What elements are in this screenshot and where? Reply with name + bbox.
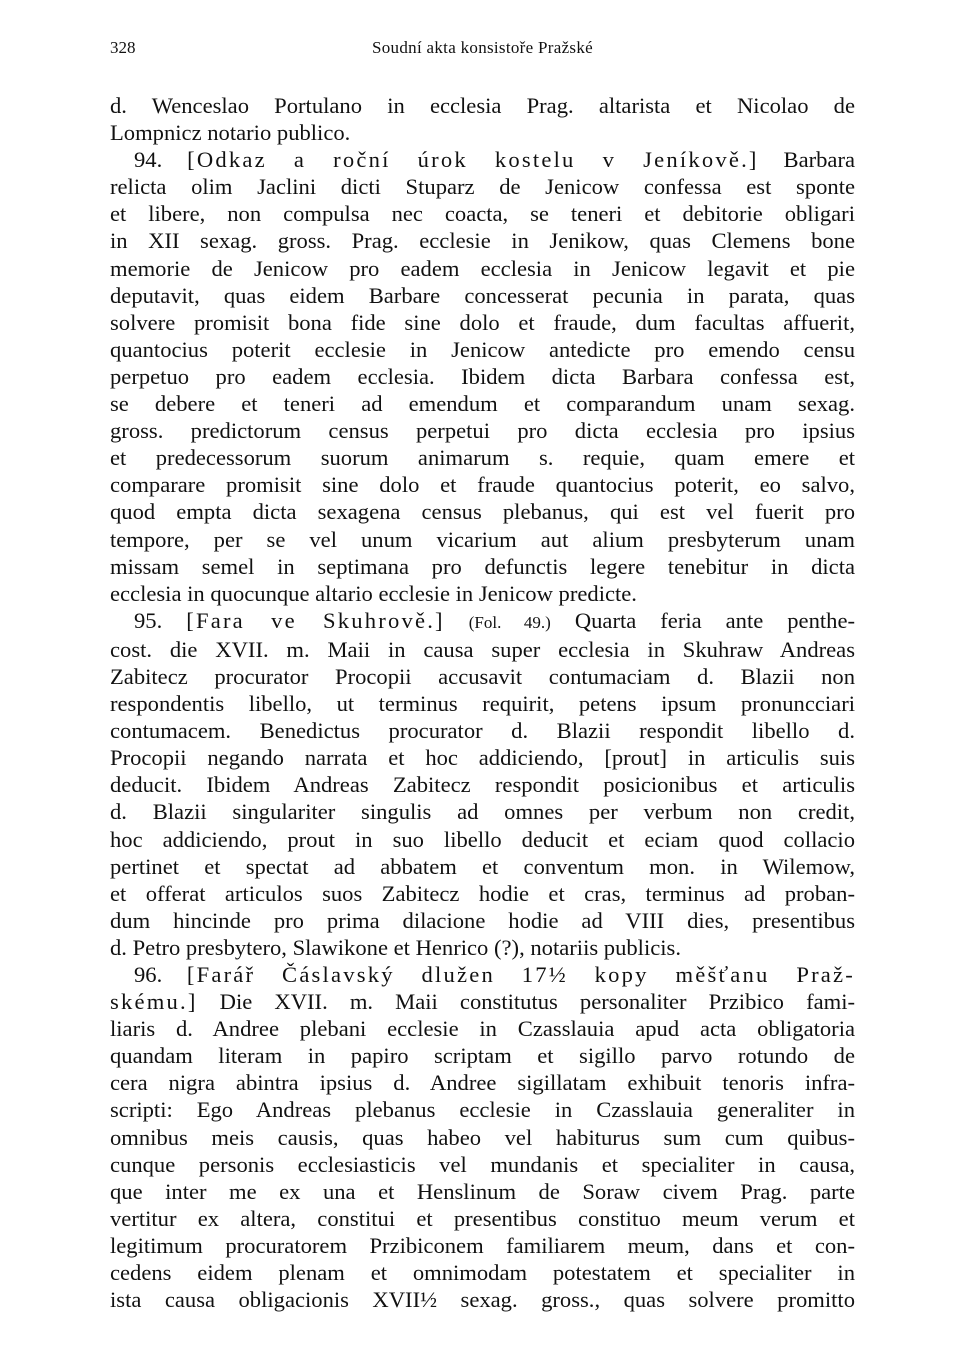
text-line: quandam literam in papiro scriptam et sigillo parvo rotundo de bbox=[110, 1043, 855, 1069]
text-span: Quarta feria ante penthe- bbox=[550, 607, 855, 633]
page-header bbox=[110, 38, 855, 62]
entry-96-heading-continuation bbox=[110, 988, 855, 1015]
text-line: et offerat articulos suos Zabitecz hodie et cras, terminus ad proban- bbox=[110, 880, 855, 906]
text-line: quantocius poterit ecclesie in Jenicow antedicte pro emendo censu bbox=[110, 336, 855, 362]
entry-94-heading-line bbox=[110, 146, 855, 173]
text-line: omnibus meis causis, quas habeo vel habiturus sum cum quibus- bbox=[110, 1124, 855, 1150]
text-line: cunque personis ecclesiasticis vel mundanis et specialiter in causa, bbox=[110, 1151, 855, 1177]
entry-number: 95. bbox=[134, 607, 163, 633]
entry-heading: [Fara ve Skuhrově.] bbox=[186, 607, 445, 633]
text-line: dum hincinde pro prima dilacione hodie ad VIII dies, presentibus bbox=[110, 907, 855, 933]
entry-96-heading-line bbox=[110, 961, 855, 988]
text-line: missam semel in septimana pro defunctis legere tenebitur in dicta bbox=[110, 553, 855, 579]
text-line: d. Wenceslao Portulano in ecclesia Prag. altarista et Nicolao de bbox=[110, 93, 855, 118]
text-line: Zabitecz procurator Procopii accusavit contumaciam d. Blazii non bbox=[110, 663, 855, 689]
text-line: deducit. Ibidem Andreas Zabitecz respondit posicionibus et articulis bbox=[110, 772, 855, 798]
folio-reference: (Fol. 49.) bbox=[468, 612, 551, 632]
text-span: Die XVII. m. Maii constitutus personaliter Przibico fami- bbox=[197, 989, 855, 1015]
text-line: quod empta dicta sexagena census plebanus, qui est vel fuerit pro bbox=[110, 499, 855, 525]
text-line: et libere, non compulsa nec coacta, se teneri et debitorie obligari bbox=[110, 201, 855, 227]
text-line: pertinet et spectat ad abbatem et conventum mon. in Wilemow, bbox=[110, 853, 855, 879]
text-span: Barbara bbox=[758, 147, 855, 173]
entry-95-heading-line bbox=[110, 607, 855, 636]
entry-number: 94. bbox=[134, 147, 163, 173]
text-line: ista causa obligacionis XVII½ sexag. gross., quas solvere promitto bbox=[110, 1287, 855, 1313]
text-line: ecclesia in quocunque altario ecclesie in Jenicow predicte. bbox=[110, 580, 637, 606]
text-line: se debere et teneri ad emendum et comparandum unam sexag. bbox=[110, 391, 855, 417]
text-line: in XII sexag. gross. Prag. ecclesie in Jenikow, quas Clemens bone bbox=[110, 228, 855, 254]
text-line: solvere promisit bona fide sine dolo et fraude, dum facultas affuerit, bbox=[110, 309, 855, 335]
text-line: cedens eidem plenam et omnimodam potestatem et specialiter in bbox=[110, 1260, 855, 1286]
page-number: 328 bbox=[110, 38, 136, 57]
text-line: scripti: Ego Andreas plebanus ecclesie in Czasslauia generaliter in bbox=[110, 1097, 855, 1123]
entry-heading: [Odkaz a roční úrok kostelu v Jeníkově.] bbox=[187, 147, 759, 173]
body-text bbox=[110, 92, 855, 1313]
text-line: respondentis libello, ut terminus requirit, petens ipsum pronuncciari bbox=[110, 691, 855, 717]
text-line: tempore, per se vel unum vicarium aut alium presbyterum unam bbox=[110, 526, 855, 552]
text-line: liaris d. Andree plebani ecclesie in Czasslauia apud acta obligatoria bbox=[110, 1016, 855, 1042]
text-line: relicta olim Jaclini dicti Stuparz de Jenicow confessa est sponte bbox=[110, 174, 855, 200]
text-line: cost. die XVII. m. Maii in causa super ecclesia in Skuhraw Andreas bbox=[110, 636, 855, 662]
text-line: cera nigra abintra ipsius d. Andree sigillatam exhibuit tenoris infra- bbox=[110, 1070, 855, 1096]
text-line: d. Petro presbytero, Slawikone et Henrico (?), notariis publicis. bbox=[110, 934, 681, 960]
text-line: comparare promisit sine dolo et fraude quantocius poterit, eo salvo, bbox=[110, 472, 855, 498]
text-line: deputavit, quas eidem Barbare concesserat pecunia in parata, quas bbox=[110, 282, 855, 308]
text-line: hoc addiciendo, prout in suo libello deducit et eciam quod collacio bbox=[110, 826, 855, 852]
entry-number: 96. bbox=[134, 962, 163, 987]
text-line: Procopii negando narrata et hoc addiciendo, [prout] in articulis suis bbox=[110, 745, 855, 771]
text-line: contumacem. Benedictus procurator d. Blazii respondit libello d. bbox=[110, 718, 855, 744]
text-line: Lompnicz notario publico. bbox=[110, 120, 351, 146]
entry-heading: skému.] bbox=[110, 989, 198, 1015]
running-title: Soudní akta konsistoře Pražské bbox=[372, 38, 593, 57]
text-line: memorie de Jenicow pro eadem ecclesia in Jenicow legavit et pie bbox=[110, 255, 855, 281]
text-line: vertitur ex altera, constitui et presentibus constituo meum verum et bbox=[110, 1205, 855, 1231]
text-line: legitimum procuratorem Przibiconem familiarem meum, dans et con- bbox=[110, 1232, 855, 1258]
text-line: d. Blazii singulariter singulis ad omnes per verbum non credit, bbox=[110, 799, 855, 825]
text-line: gross. predictorum census perpetui pro dicta ecclesia pro ipsius bbox=[110, 418, 855, 444]
text-line: perpetuo pro eadem ecclesia. Ibidem dicta Barbara confessa est, bbox=[110, 363, 855, 389]
text-line: que inter me ex una et Henslinum de Soraw civem Prag. parte bbox=[110, 1178, 855, 1204]
entry-heading: [Farář Čáslavský dlužen 17½ kopy měšťanu Praž- bbox=[186, 962, 855, 987]
text-line: et predecessorum suorum animarum s. requie, quam emere et bbox=[110, 445, 855, 471]
